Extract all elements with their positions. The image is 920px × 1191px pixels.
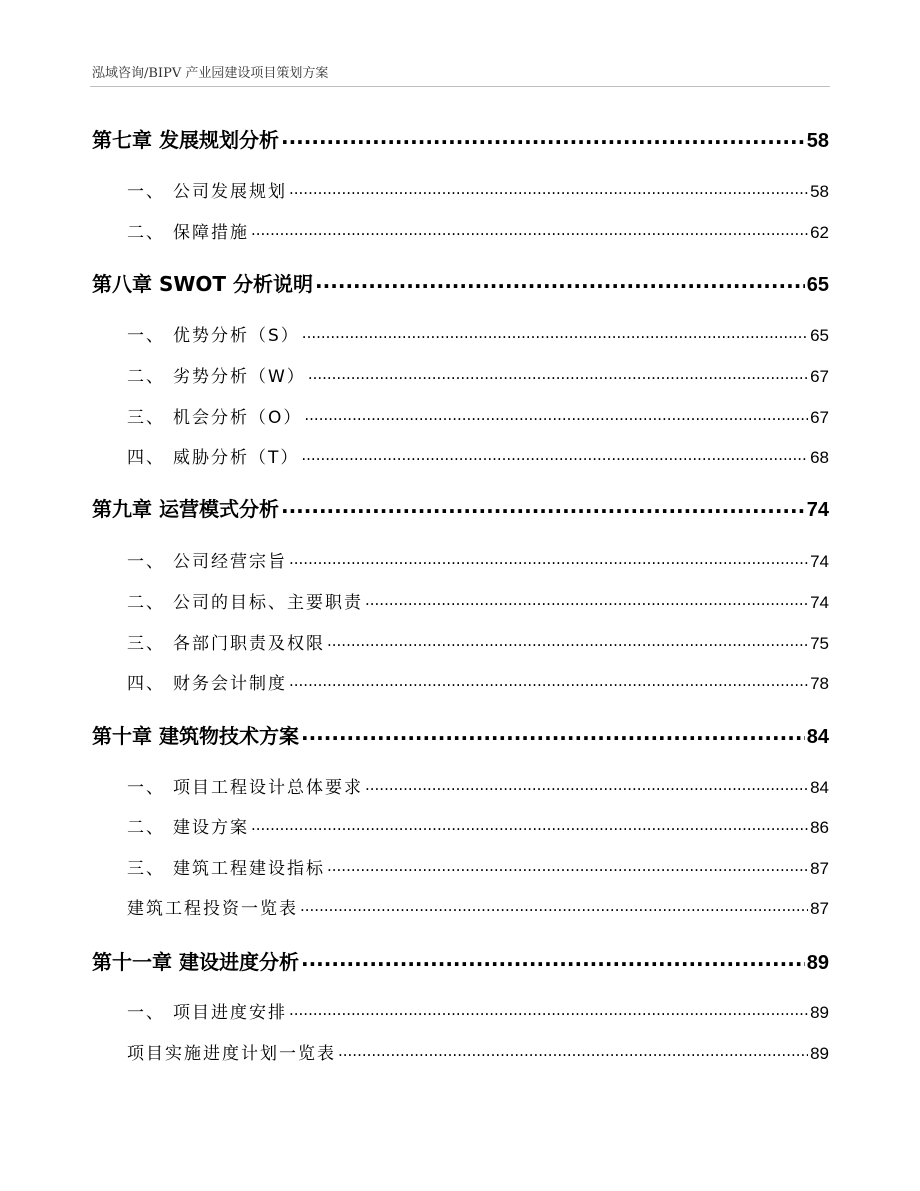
dot-leader <box>289 180 808 197</box>
toc-entry-text: 第八章 SWOT 分析说明 <box>92 272 314 296</box>
toc-entry-number: 一、 <box>127 182 165 202</box>
toc-section-entry[interactable] <box>127 547 829 572</box>
toc-section-entry[interactable] <box>127 443 829 468</box>
toc-entry-title <box>127 1039 336 1064</box>
toc-entry-number: 三、 <box>127 408 165 428</box>
toc-chapter-entry[interactable] <box>92 946 829 975</box>
toc-entry-number: 一、 <box>127 1003 165 1023</box>
dot-leader <box>301 723 805 743</box>
toc-chapter-entry[interactable] <box>92 268 829 297</box>
toc-entry-number: 一、 <box>127 552 165 572</box>
running-header: 泓域咨询/BIPV 产业园建设项目策划方案 <box>92 66 329 81</box>
dot-leader <box>327 857 808 874</box>
toc-entry-number: 二、 <box>127 367 165 387</box>
toc-entry-number: 三、 <box>127 859 165 879</box>
toc-entry-text: 公司经营宗旨 <box>173 552 287 572</box>
toc-entry-title <box>127 218 249 243</box>
toc-section-entry[interactable] <box>127 362 829 387</box>
toc-entry-title <box>127 362 306 387</box>
toc-entry-title <box>127 321 300 346</box>
toc-page-number: 87 <box>810 899 829 918</box>
toc-page-number: 74 <box>806 499 829 521</box>
dot-leader <box>308 365 808 382</box>
toc-entry-title <box>127 629 325 654</box>
dot-leader <box>365 776 808 793</box>
dot-leader <box>289 672 808 689</box>
toc-page-number: 62 <box>810 223 829 242</box>
toc-section-entry[interactable] <box>127 998 829 1023</box>
toc-page-number: 68 <box>810 448 829 467</box>
toc-entry-text: 项目实施进度计划一览表 <box>127 1044 336 1064</box>
dot-leader <box>315 271 805 291</box>
toc-page-number: 65 <box>806 274 829 296</box>
toc-chapter-entry[interactable] <box>92 720 829 749</box>
toc-entry-text: 第十章 建筑物技术方案 <box>92 724 299 748</box>
toc-section-entry[interactable] <box>127 669 829 694</box>
toc-entry-number: 一、 <box>127 778 165 798</box>
toc-page-number: 89 <box>806 952 829 974</box>
toc-entry-text: 第十一章 建设进度分析 <box>92 950 299 974</box>
toc-entry-text: 各部门职责及权限 <box>173 634 325 654</box>
dot-leader <box>304 406 808 423</box>
toc-entry-text: 第七章 发展规划分析 <box>92 128 279 152</box>
toc-entry-text: 财务会计制度 <box>173 674 287 694</box>
toc-page-number: 78 <box>810 674 829 693</box>
toc-section-entry[interactable] <box>127 218 829 243</box>
toc-page-number: 75 <box>810 634 829 653</box>
toc-entry-title <box>92 493 279 522</box>
toc-chapter-entry[interactable] <box>92 124 829 153</box>
toc-entry-title <box>127 998 287 1023</box>
toc-page-number: 58 <box>810 182 829 201</box>
toc-entry-title <box>127 588 363 613</box>
toc-page-number: 74 <box>810 552 829 571</box>
dot-leader <box>302 324 808 341</box>
toc-entry-title <box>127 669 287 694</box>
header-divider <box>90 86 830 87</box>
toc-entry-number: 二、 <box>127 818 165 838</box>
dot-leader <box>289 1001 808 1018</box>
toc-entry-title <box>127 177 287 202</box>
dot-leader <box>301 446 808 463</box>
toc-page-number: 87 <box>810 859 829 878</box>
dot-leader <box>300 897 808 914</box>
dot-leader <box>301 949 805 969</box>
toc-entry-text: 建设方案 <box>173 818 249 838</box>
dot-leader <box>281 127 805 147</box>
toc-section-entry[interactable] <box>127 321 829 346</box>
toc-entry-title <box>127 403 302 428</box>
toc-entry-text: 项目进度安排 <box>173 1003 287 1023</box>
toc-entry-text: 保障措施 <box>173 223 249 243</box>
toc-page-number: 67 <box>810 408 829 427</box>
toc-section-entry[interactable] <box>127 588 829 613</box>
toc-entry-number: 二、 <box>127 593 165 613</box>
toc-page-number: 65 <box>810 326 829 345</box>
toc-entry-text: 优势分析（S） <box>173 326 300 346</box>
toc-entry-title <box>92 720 299 749</box>
toc-entry-text: 劣势分析（W） <box>173 367 306 387</box>
toc-entry-text: 建筑工程建设指标 <box>173 859 325 879</box>
toc-entry-title <box>127 854 325 879</box>
toc-entry-text: 威胁分析（T） <box>173 448 300 468</box>
toc-entry-title <box>127 773 363 798</box>
toc-page-number: 84 <box>806 726 829 748</box>
toc-section-entry[interactable] <box>127 894 829 919</box>
toc-entry-title <box>127 894 298 919</box>
toc-entry-text: 第九章 运营模式分析 <box>92 497 279 521</box>
toc-page-number: 74 <box>810 593 829 612</box>
toc-entry-text: 项目工程设计总体要求 <box>173 778 363 798</box>
toc-page-number: 84 <box>810 778 829 797</box>
dot-leader <box>281 496 805 516</box>
toc-entry-title <box>92 268 313 297</box>
dot-leader <box>251 221 808 238</box>
toc-chapter-entry[interactable] <box>92 493 829 522</box>
toc-entry-number: 二、 <box>127 223 165 243</box>
toc-entry-number: 三、 <box>127 634 165 654</box>
toc-section-entry[interactable] <box>127 773 829 798</box>
toc-entry-title <box>92 946 299 975</box>
toc-entry-text: 机会分析（O） <box>173 408 303 428</box>
toc-entry-title <box>127 443 299 468</box>
toc-entry-number: 一、 <box>127 326 165 346</box>
toc-entry-title <box>127 813 249 838</box>
toc-entry-number: 四、 <box>127 674 165 694</box>
toc-page-number: 89 <box>810 1003 829 1022</box>
toc-page-number: 67 <box>810 367 829 386</box>
toc-entry-number: 四、 <box>127 448 165 468</box>
dot-leader <box>289 550 808 567</box>
toc-section-entry[interactable] <box>127 854 829 879</box>
toc-section-entry[interactable] <box>127 1039 829 1064</box>
toc-entry-title <box>92 124 279 153</box>
toc-page-number: 86 <box>810 818 829 837</box>
toc-section-entry[interactable] <box>127 629 829 654</box>
toc-section-entry[interactable] <box>127 177 829 202</box>
toc-entry-text: 公司的目标、主要职责 <box>173 593 363 613</box>
toc-entry-text: 公司发展规划 <box>173 182 287 202</box>
toc-page-number: 89 <box>810 1044 829 1063</box>
dot-leader <box>338 1042 808 1059</box>
dot-leader <box>365 591 808 608</box>
dot-leader <box>251 816 808 833</box>
dot-leader <box>327 632 808 649</box>
toc-entry-text: 建筑工程投资一览表 <box>127 899 298 919</box>
toc-section-entry[interactable] <box>127 403 829 428</box>
toc-entry-title <box>127 547 287 572</box>
toc-section-entry[interactable] <box>127 813 829 838</box>
toc-page-number: 58 <box>806 130 829 152</box>
